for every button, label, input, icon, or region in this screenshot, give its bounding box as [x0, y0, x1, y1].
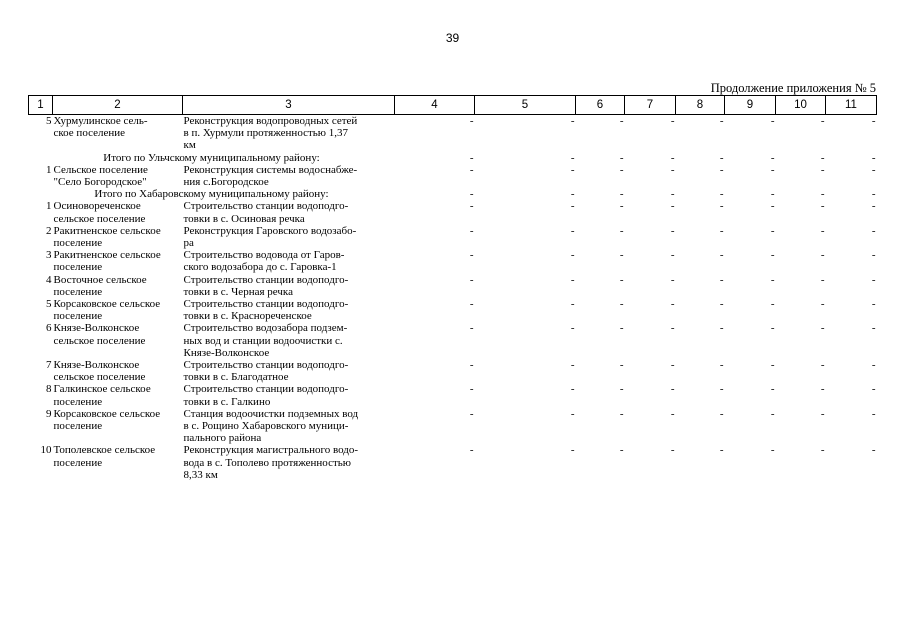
page-number: 39 [445, 31, 460, 45]
value-cell: - [619, 298, 624, 311]
value-cell: - [719, 224, 724, 237]
value-cell: - [719, 298, 724, 311]
table-body [29, 115, 877, 482]
value-cell: - [820, 151, 825, 164]
column-header: 3 [183, 96, 395, 115]
value-cell: - [469, 273, 474, 286]
value-cell: - [770, 224, 775, 237]
project-description: Строительство станции водоподго- товки в с. Черная речка [183, 273, 349, 298]
value-cell: - [619, 188, 624, 201]
project-description: Реконструкция системы водоснабже- ния с.Богородское [183, 163, 358, 189]
value-cell: - [871, 444, 876, 457]
value-cell: - [820, 200, 825, 213]
row-number: 10 [40, 444, 52, 457]
value-cell: - [871, 188, 876, 201]
total-label: Итого по Ульчскому муниципальному району: [103, 151, 320, 164]
value-cell: - [670, 151, 675, 164]
row-number: 7 [46, 359, 52, 372]
value-cell: - [619, 115, 624, 127]
project-description: Строительство станции водоподго- товки в с. Галкино [183, 383, 349, 408]
row-number: 4 [46, 273, 52, 286]
value-cell: - [469, 163, 474, 176]
value-cell: - [469, 115, 474, 127]
settlement-name: Ракитненское сельское поселение [53, 224, 161, 250]
value-cell: - [619, 359, 624, 372]
table-row [29, 322, 877, 359]
appendix-table [28, 95, 877, 481]
value-cell: - [570, 322, 575, 335]
value-cell: - [619, 151, 624, 164]
value-cell: - [770, 249, 775, 262]
value-cell: - [871, 273, 876, 286]
value-cell: - [820, 407, 825, 420]
value-cell: - [469, 322, 474, 335]
value-cell: - [770, 298, 775, 311]
table-row [29, 225, 877, 249]
value-cell: - [871, 383, 876, 396]
value-cell: - [570, 407, 575, 420]
column-header: 9 [725, 96, 776, 115]
value-cell: - [820, 188, 825, 201]
value-cell: - [469, 383, 474, 396]
value-cell: - [670, 188, 675, 201]
table-header-row [29, 96, 877, 115]
column-header: 11 [826, 96, 877, 115]
column-header: 8 [676, 96, 725, 115]
settlement-name: Хурмулинское сель- ское поселение [53, 115, 148, 140]
row-number: 6 [46, 322, 52, 335]
value-cell: - [871, 115, 876, 127]
settlement-name: Галкинское сельское поселение [53, 383, 151, 408]
value-cell: - [770, 444, 775, 457]
value-cell: - [719, 249, 724, 262]
value-cell: - [820, 163, 825, 176]
value-cell: - [570, 200, 575, 213]
value-cell: - [469, 298, 474, 311]
value-cell: - [670, 359, 675, 372]
value-cell: - [871, 163, 876, 176]
value-cell: - [770, 273, 775, 286]
value-cell: - [670, 444, 675, 457]
value-cell: - [570, 298, 575, 311]
column-header: 1 [29, 96, 53, 115]
settlement-name: Князе-Волконское сельское поселение [53, 322, 146, 347]
table-row [29, 383, 877, 407]
value-cell: - [670, 224, 675, 237]
value-cell: - [670, 273, 675, 286]
value-cell: - [570, 383, 575, 396]
value-cell: - [820, 224, 825, 237]
project-description: Строительство станции водоподго- товки в с. Осиновая речка [183, 200, 349, 225]
value-cell: - [670, 383, 675, 396]
value-cell: - [670, 200, 675, 213]
value-cell: - [619, 444, 624, 457]
value-cell: - [469, 249, 474, 262]
value-cell: - [719, 200, 724, 213]
value-cell: - [469, 224, 474, 237]
value-cell: - [871, 298, 876, 311]
column-header: 6 [576, 96, 625, 115]
value-cell: - [770, 188, 775, 201]
table-row [29, 408, 877, 445]
value-cell: - [619, 273, 624, 286]
settlement-name: Князе-Волконское сельское поселение [53, 359, 146, 384]
value-cell: - [719, 115, 724, 127]
column-header: 5 [475, 96, 576, 115]
row-number: 9 [46, 407, 52, 420]
table-row [29, 444, 877, 481]
column-header: 10 [776, 96, 826, 115]
table-row [29, 359, 877, 383]
value-cell: - [871, 224, 876, 237]
table-row [29, 200, 877, 224]
value-cell: - [719, 273, 724, 286]
value-cell: - [670, 249, 675, 262]
value-cell: - [619, 383, 624, 396]
project-description: Реконструкция водопроводных сетей в п. Хурмули протяженностью 1,37 км [183, 115, 358, 152]
value-cell: - [670, 298, 675, 311]
value-cell: - [820, 359, 825, 372]
value-cell: - [770, 359, 775, 372]
row-number: 2 [46, 224, 52, 237]
value-cell: - [619, 407, 624, 420]
value-cell: - [570, 359, 575, 372]
value-cell: - [719, 359, 724, 372]
value-cell: - [619, 224, 624, 237]
column-header: 7 [625, 96, 676, 115]
value-cell: - [770, 407, 775, 420]
value-cell: - [619, 322, 624, 335]
value-cell: - [469, 200, 474, 213]
total-label: Итого по Хабаровскому муниципальному району: [94, 188, 329, 201]
value-cell: - [670, 115, 675, 127]
value-cell: - [570, 163, 575, 176]
value-cell: - [770, 151, 775, 164]
table-row [29, 115, 877, 152]
value-cell: - [719, 444, 724, 457]
value-cell: - [670, 407, 675, 420]
settlement-name: Сельское поселение "Село Богородское" [53, 163, 148, 189]
project-description: Строительство водозабора подзем- ных вод и станции водоочистки с. Князе-Волконское [183, 322, 348, 359]
value-cell: - [820, 322, 825, 335]
row-number: 5 [46, 298, 52, 311]
value-cell: - [871, 359, 876, 372]
value-cell: - [770, 200, 775, 213]
value-cell: - [820, 249, 825, 262]
value-cell: - [670, 163, 675, 176]
value-cell: - [820, 298, 825, 311]
column-header: 4 [395, 96, 475, 115]
settlement-name: Корсаковское сельское поселение [53, 407, 161, 433]
value-cell: - [570, 188, 575, 201]
total-row [29, 152, 877, 164]
appendix-caption: Продолжение приложения № 5 [710, 81, 876, 95]
value-cell: - [619, 249, 624, 262]
value-cell: - [619, 163, 624, 176]
project-description: Реконструкция Гаровского водозабо- ра [183, 224, 357, 250]
value-cell: - [719, 188, 724, 201]
value-cell: - [820, 115, 825, 127]
value-cell: - [469, 151, 474, 164]
table-row [29, 249, 877, 273]
value-cell: - [469, 407, 474, 420]
total-row [29, 188, 877, 200]
value-cell: - [469, 359, 474, 372]
table-row [29, 164, 877, 188]
value-cell: - [570, 151, 575, 164]
settlement-name: Ракитненское сельское поселение [53, 249, 161, 274]
project-description: Строительство станции водоподго- товки в с. Благодатное [183, 359, 349, 384]
value-cell: - [619, 200, 624, 213]
row-number: 3 [46, 249, 52, 262]
table-row [29, 298, 877, 322]
value-cell: - [570, 115, 575, 127]
value-cell: - [770, 163, 775, 176]
row-number: 8 [46, 383, 52, 396]
project-description: Строительство водовода от Гаров- ского водозабора до с. Гаровка-1 [183, 249, 345, 274]
settlement-name: Восточное сельское поселение [53, 273, 147, 298]
value-cell: - [820, 273, 825, 286]
value-cell: - [871, 407, 876, 420]
value-cell: - [820, 383, 825, 396]
value-cell: - [719, 383, 724, 396]
value-cell: - [469, 444, 474, 457]
value-cell: - [570, 273, 575, 286]
column-header: 2 [53, 96, 183, 115]
value-cell: - [719, 322, 724, 335]
value-cell: - [770, 322, 775, 335]
value-cell: - [469, 188, 474, 201]
value-cell: - [871, 322, 876, 335]
value-cell: - [719, 407, 724, 420]
value-cell: - [871, 151, 876, 164]
value-cell: - [770, 115, 775, 127]
value-cell: - [570, 444, 575, 457]
value-cell: - [670, 322, 675, 335]
value-cell: - [770, 383, 775, 396]
value-cell: - [820, 444, 825, 457]
value-cell: - [570, 224, 575, 237]
row-number: 1 [46, 200, 52, 213]
settlement-name: Тополевское сельское поселение [53, 444, 156, 469]
value-cell: - [871, 249, 876, 262]
settlement-name: Осиновореченское сельское поселение [53, 200, 146, 225]
value-cell: - [719, 163, 724, 176]
value-cell: - [871, 200, 876, 213]
table-row [29, 274, 877, 298]
row-number: 1 [46, 163, 52, 176]
row-number: 5 [46, 115, 52, 127]
settlement-name: Корсаковское сельское поселение [53, 298, 161, 323]
project-description: Реконструкция магистрального водо- вода в с. Тополево протяженностью 8,33 км [183, 444, 359, 481]
value-cell: - [719, 151, 724, 164]
project-description: Строительство станции водоподго- товки в с. Краснореченское [183, 298, 349, 323]
project-description: Станция водоочистки подземных вод в с. Рощино Хабаровского муници- пального района [183, 407, 359, 445]
value-cell: - [570, 249, 575, 262]
